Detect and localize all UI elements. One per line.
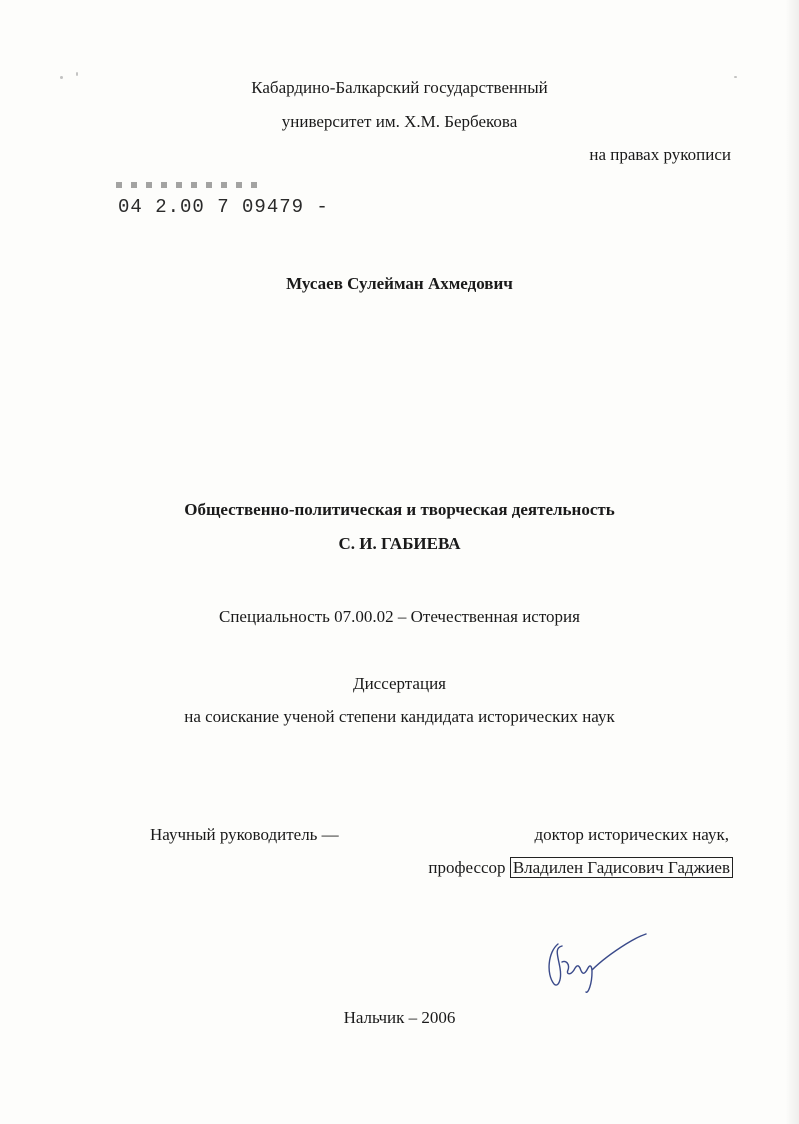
supervisor-rank-name bbox=[428, 858, 733, 878]
scan-speck bbox=[76, 72, 78, 76]
dissertation-title-line-1: Общественно-политическая и творческая деятельность bbox=[184, 500, 615, 519]
stamp-dashes bbox=[116, 182, 261, 188]
city-year: Нальчик – 2006 bbox=[343, 1008, 456, 1027]
supervisor-degree: доктор исторических наук, bbox=[534, 825, 729, 844]
dissertation-title-line-2: С. И. ГАБИЕВА bbox=[338, 534, 461, 553]
scan-edge-shadow bbox=[785, 0, 799, 1124]
work-type-line-1: Диссертация bbox=[352, 674, 446, 693]
author-name: Мусаев Сулейман Ахмедович bbox=[286, 274, 513, 293]
signature-mark bbox=[540, 922, 660, 1002]
institution-line-1: Кабардино-Балкарский государственный bbox=[251, 78, 548, 97]
institution-line-2: университет им. Х.М. Бербекова bbox=[281, 112, 518, 131]
manuscript-note: на правах рукописи bbox=[589, 145, 731, 164]
supervisor-name: Владилен Гадисович Гаджиев bbox=[510, 857, 733, 878]
supervisor-rank: профессор bbox=[428, 858, 506, 877]
work-type-line-2: на соискание ученой степени кандидата исторических наук bbox=[184, 707, 615, 726]
supervisor-label: Научный руководитель — bbox=[150, 825, 339, 844]
stamp-number: 04 2.00 7 09479 - bbox=[118, 196, 329, 218]
specialty: Специальность 07.00.02 – Отечественная история bbox=[219, 607, 580, 626]
